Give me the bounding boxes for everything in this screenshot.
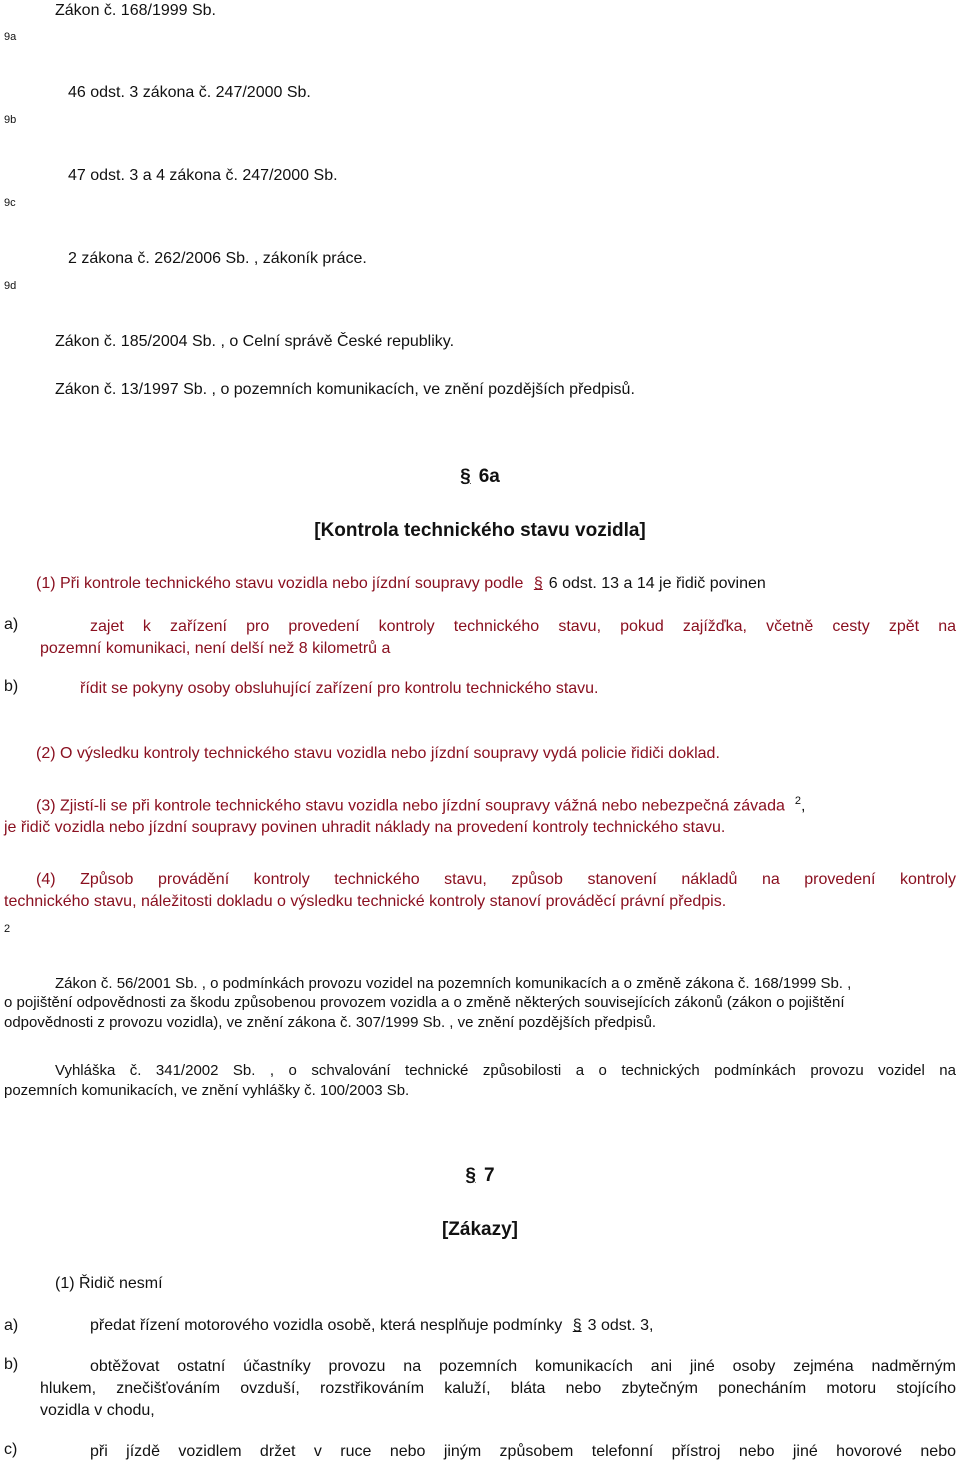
footnote-2-b-line-1: Vyhláška č. 341/2002 Sb. , o schvalování technické způsobilosti a o technických podmínkách provozu vozidel na [55, 1062, 956, 1079]
section-7-title: [Zákazy] [441, 1219, 519, 1240]
s7-item-a-text [90, 1317, 653, 1335]
section-7-paragraph-1: (1) Řidič nesmí [55, 1275, 163, 1292]
footnote-2-b-line-2: pozemních komunikacích, ve znění vyhlášky č. 100/2003 Sb. [4, 1082, 410, 1099]
section-6a-paragraph-2: (2) O výsledku kontroly technického stavu vozidla nebo jízdní soupravy vydá policie řidiči doklad. [36, 745, 720, 762]
footnote-9d-number: 9d [4, 280, 17, 292]
paragraph-symbol-icon: § [460, 466, 471, 487]
item-a-label: a) [4, 616, 19, 633]
footnote-9a-number: 9a [4, 31, 17, 43]
footnote-9a-text: Zákon č. 168/1999 Sb. [55, 2, 216, 19]
s7-item-c-line-1: při jízdě vozidlem držet v ruce nebo jiným způsobem telefonní přístroj nebo jiné hovorové nebo [90, 1443, 956, 1460]
paragraph-3-line-1 [36, 795, 956, 815]
s7-item-c-label: c) [4, 1441, 18, 1458]
section-6a-paragraph-1 [36, 575, 766, 593]
section-6a-p1-text: (1) Při kontrole technického stavu vozidla nebo jízdní soupravy podle [36, 575, 524, 592]
s7-item-a-body: předat řízení motorového vozidla osobě, která nesplňuje podmínky [90, 1317, 563, 1334]
section-6a-title: [Kontrola technického stavu vozidla] [314, 520, 646, 541]
footnote-9b-number: 9b [4, 114, 17, 126]
paragraph-3-line-2: je řidič vozidla nebo jízdní soupravy povinen uhradit náklady na provedení kontroly technického stavu. [4, 819, 726, 836]
s7-item-b-label: b) [4, 1356, 19, 1373]
paragraph-4-line-1: (4) Způsob provádění kontroly technického stavu, způsob stanovení nákladů na provedení kontroly [36, 871, 956, 888]
footnote-ref-2[interactable]: 2 [794, 795, 801, 807]
section-6a-heading [0, 466, 960, 488]
section-6a-p1-ref: 6 odst. 13 a 14 je řidič povinen [548, 575, 766, 592]
section-6a-item-a [4, 616, 956, 660]
item-a-line-2: pozemní komunikaci, není delší než 8 kilometrů a [40, 640, 391, 657]
s7-item-b-line-1: obtěžovat ostatní účastníky provozu na pozemních komunikacích ani jiné osoby zejména nadměrným [90, 1358, 956, 1375]
footnote-9d-text: 2 zákona č. 262/2006 Sb. , zákoník práce. [68, 250, 367, 267]
section-6a-item-b [4, 678, 956, 700]
footnote-9c-text: 47 odst. 3 a 4 zákona č. 247/2000 Sb. [68, 167, 338, 184]
footnote-2-number: 2 [4, 923, 11, 935]
item-a-line-1: zajet k zařízení pro provedení kontroly technického stavu, pokud zajížďka, včetně cesty zpět na [90, 618, 956, 635]
note-celni-sprava: Zákon č. 185/2004 Sb. , o Celní správě České republiky. [55, 333, 455, 350]
paragraph-3-text: (3) Zjistí-li se při kontrole technického stavu vozidla nebo jízdní soupravy vážná nebo nebezpečná závada [36, 797, 785, 815]
section-7-item-b [4, 1356, 956, 1422]
item-b-text: řídit se pokyny osoby obsluhující zařízení pro kontrolu technického stavu. [80, 680, 599, 697]
footnote-2-a-line-1: Zákon č. 56/2001 Sb. , o podmínkách provozu vozidel na pozemních komunikacích a o změně zákona č. 168/1999 Sb. , [55, 975, 852, 992]
footnote-2-a-line-3: odpovědnosti z provozu vozidla), ve znění zákona č. 307/1999 Sb. , ve znění pozdějších předpisů. [4, 1014, 657, 1031]
section-7-number: 7 [484, 1165, 495, 1186]
section-7-heading [0, 1165, 960, 1187]
footnote-9b-text: 46 odst. 3 zákona č. 247/2000 Sb. [68, 84, 311, 101]
footnote-9c-number: 9c [4, 197, 16, 209]
section-7-item-c [4, 1441, 956, 1463]
s7-item-a-ref: 3 odst. 3, [587, 1317, 654, 1334]
s7-item-b-line-2: hlukem, znečišťováním ovzduší, rozstřikováním kaluží, bláta nebo zbytečným ponecháním motoru stojícího [40, 1380, 956, 1397]
section-6a-number: 6a [478, 466, 500, 487]
paragraph-3-comma: , [801, 797, 806, 815]
section-7-item-a [4, 1317, 956, 1339]
note-pozemni-komunikace: Zákon č. 13/1997 Sb. , o pozemních komunikacích, ve znění pozdějších předpisů. [55, 381, 635, 398]
paragraph-ref-icon: § [533, 575, 543, 592]
footnote-2-a-line-2: o pojištění odpovědnosti za škodu způsobenou provozem vozidla a o změně některých souvisejících zákonů (zákon o pojištění [4, 994, 845, 1011]
s7-item-a-label: a) [4, 1317, 19, 1334]
paragraph-symbol-icon: § [465, 1165, 476, 1186]
s7-item-b-line-3: vozidla v chodu, [40, 1402, 155, 1419]
item-b-label: b) [4, 678, 19, 695]
paragraph-ref-icon: § [572, 1317, 582, 1334]
paragraph-4-line-2: technického stavu, náležitosti dokladu o výsledku technické kontroly stanoví prováděcí právní předpis. [4, 893, 727, 910]
